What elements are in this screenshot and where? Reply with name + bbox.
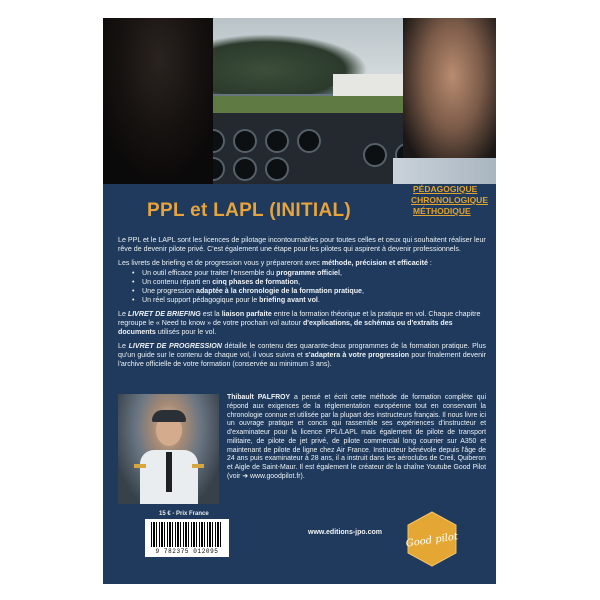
method-intro: Les livrets de briefing et de progression vous y prépareront avec méthode, précision et efficacité : bbox=[118, 259, 432, 267]
price-label: 15 € - Prix France bbox=[159, 511, 209, 517]
author-bio: Thibault PALFROY a pensé et écrit cette méthode de formation complète qui répond aux exigences de la réglementation européenne tout en conservant la chronologie connue et utilisée par la plupart des instructeurs français. Il nous livre ici un ouvrage pratique et concis qui rassemble ses expériences d'instructeur et d'examinateur pour la licence PPL/LAPL mais également de pilote de transport militaire, de pilote de jet privé, de pilote commercial long courrier sur A350 et maintenant de pilote de ligne chez Air France. Instructeur bénévole depuis l'âge de 24 ans puis examinateur à 28 ans, il a instruit dans les aéroclubs de Creil, Quiberon et Aigle de Saint-Maur. Il est également le créateur de la chaîne Youtube Good Pilot (voir ➜ www.goodpilot.fr). bbox=[227, 394, 486, 480]
description bbox=[118, 236, 486, 374]
good-pilot-logo bbox=[403, 510, 461, 568]
author-photo bbox=[118, 394, 219, 504]
tag-list bbox=[413, 184, 488, 217]
tag-chronologique: CHRONOLOGIQUE bbox=[411, 195, 488, 205]
list-item: • Un outil efficace pour traiter l'ensemble du programme officiel, bbox=[142, 269, 486, 278]
benefit-list bbox=[118, 269, 486, 305]
book-title: PPL et LAPL (INITIAL) bbox=[147, 200, 352, 221]
cockpit-photo bbox=[103, 18, 496, 184]
intro-paragraph: Le PPL et le LAPL sont les licences de pilotage incontournables pour toutes celles et ceux qui souhaitent réaliser leur rêve de devenir pilote privé. C'est également une étape pour les pilotes qui aspirent à devenir professionnels. bbox=[118, 236, 486, 253]
author-name: Thibault PALFROY bbox=[227, 394, 291, 401]
logo-text: Good pilot bbox=[405, 531, 459, 550]
tag-methodique: MÉTHODIQUE bbox=[413, 206, 471, 216]
list-item: • Un contenu réparti en cinq phases de formation, bbox=[142, 278, 486, 287]
barcode-bars bbox=[151, 522, 223, 547]
list-item: • Un réel support pédagogique pour le briefing avant vol. bbox=[142, 296, 486, 305]
tag-pedagogique: PÉDAGOGIQUE bbox=[413, 184, 478, 194]
barcode bbox=[145, 519, 229, 557]
student-pilot bbox=[103, 18, 213, 184]
publisher-website: www.editions-jpo.com bbox=[308, 529, 383, 536]
isbn-number: 9 782375 012095 bbox=[155, 548, 219, 555]
book-back-cover bbox=[103, 18, 496, 584]
progression-paragraph: Le LIVRET DE PROGRESSION détaille le contenu des quarante-deux programmes de la formation pratique. Plus qu'un guide sur le contenu de chaque vol, il vous suivra et s'adaptera à votre progression pour finalement devenir l'archive officielle de votre formation (conservée au minimum 3 ans). bbox=[118, 342, 486, 368]
list-item: • Une progression adaptée à la chronologie de la formation pratique, bbox=[142, 287, 486, 296]
briefing-paragraph: Le LIVRET DE BRIEFING est la liaison parfaite entre la formation théorique et la pratique en vol. Chaque chapitre regroupe le « Need to know » de votre prochain vol autour d'explications, de schémas ou d'extraits des documents utilisés pour le vol. bbox=[118, 310, 481, 336]
